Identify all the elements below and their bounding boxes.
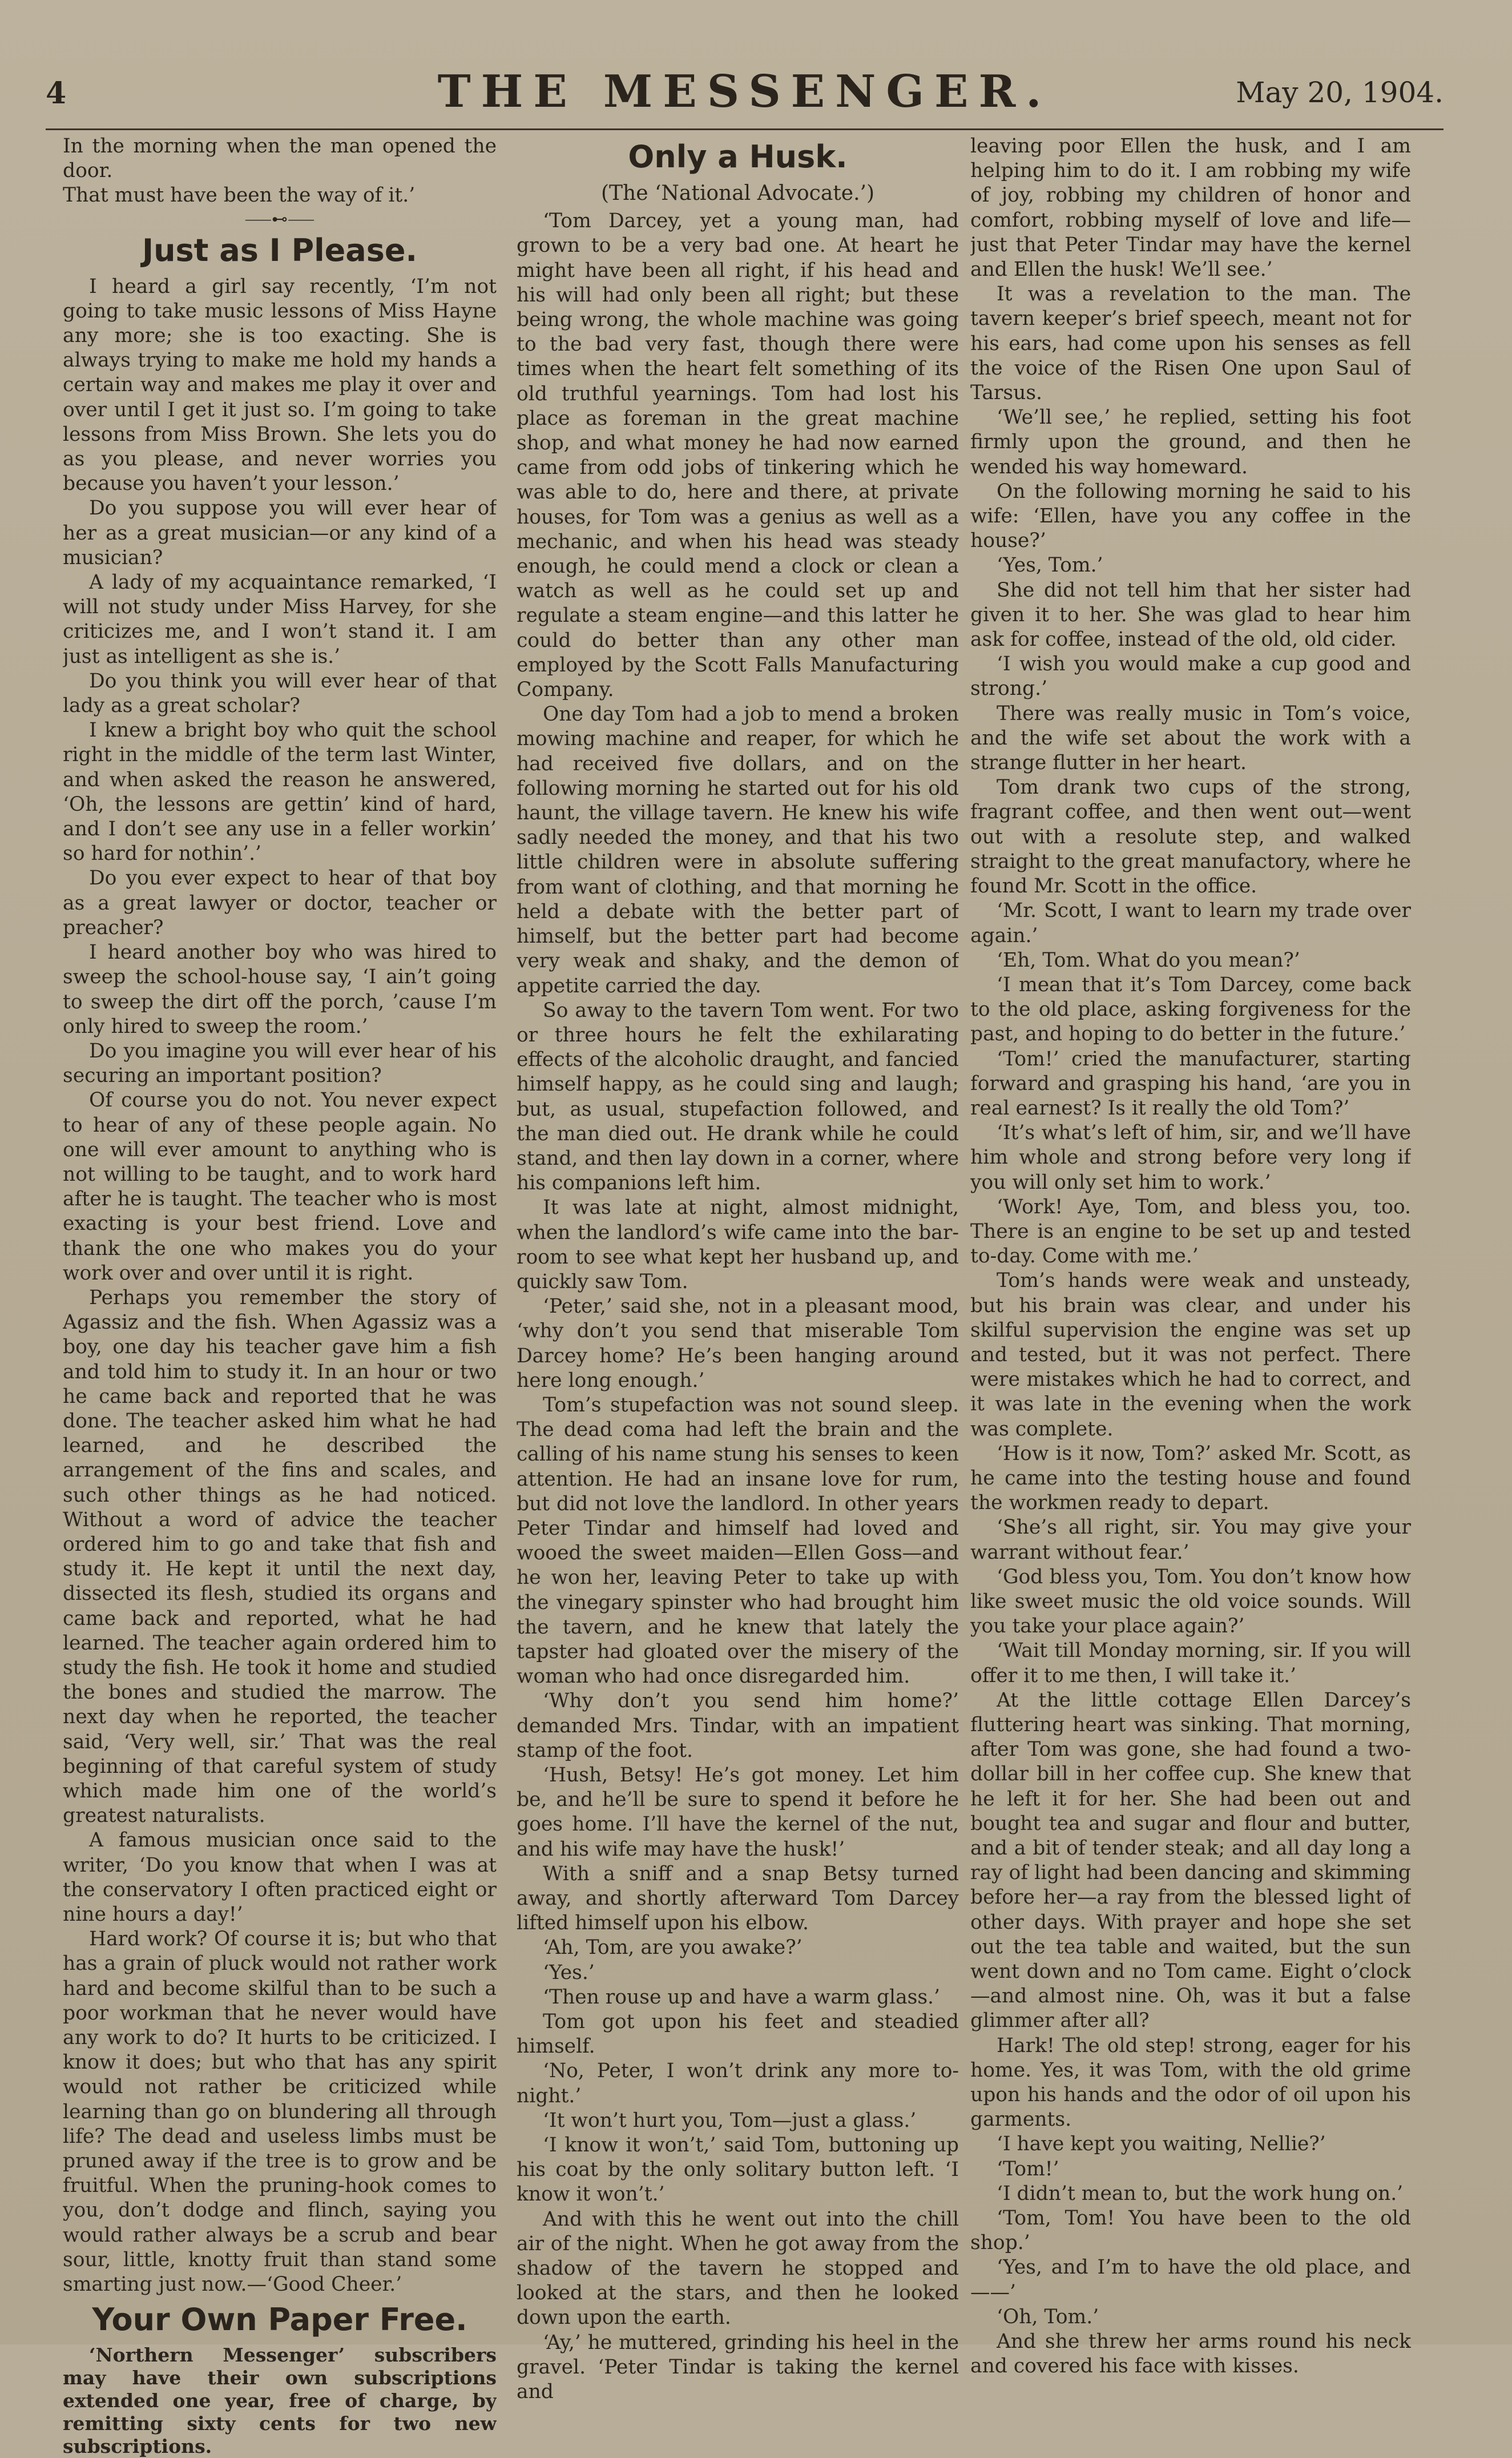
paragraph: ‘Ah, Tom, are you awake?’: [543, 1936, 803, 1960]
paragraph: leaving poor Ellen the husk, and I am helping him to do it. I am robbing my wife of joy, robbing my children of honor and comfort, robbing myself of love and life—just that Peter Tindar may have the kernel and Ellen the husk! We’ll see.’: [970, 135, 1411, 281]
column-1-lead-line: In the morning when the man opened the door.: [63, 135, 497, 183]
paragraph: ‘I have kept you waiting, Nellie?’: [997, 2133, 1326, 2156]
issue-date: May 20, 1904.: [1236, 76, 1444, 109]
paragraph: ‘No, Peter, I won’t drink any more to-night.’: [517, 2059, 959, 2107]
paragraph: And she threw her arms round his neck and covered his face with kisses.: [970, 2330, 1411, 2378]
paragraph: Of course you do not. You never expect to hear of any of these people again. No one will ever amount to anything who is not willing to be taught, and to work hard after he is taught. The teacher who is most exacting is your best friend. Love and thank the one who makes you do your work over and over until it is right.: [63, 1089, 497, 1285]
paragraph: So away to the tavern Tom went. For two or three hours he felt the exhilarating effects of the alcoholic draught, and fancied himself happy, as he could sing and laugh; but, as usual, stupefaction followed, and the man died out. He drank while he could stand, and then lay down in a corner, where his companions left him.: [517, 999, 959, 1195]
column-2: [517, 134, 959, 2404]
paragraph: ‘I wish you would make a cup good and strong.’: [970, 653, 1411, 701]
article-source: (The ‘National Advocate.’): [600, 182, 875, 205]
paragraph: I heard a girl say recently, ‘I’m not going to take music lessons of Miss Hayne any more; she is too exacting. She is always trying to make me hold my hands a certain way and makes me play it over and over until I get it just so. I’m going to take lessons from Miss Brown. She lets you do as you please, and never worries you because you haven’t your lesson.’: [63, 275, 497, 496]
paragraph: Do you imagine you will ever hear of his securing an important position?: [63, 1039, 497, 1088]
paragraph: ‘It won’t hurt you, Tom—just a glass.’: [543, 2109, 917, 2132]
paragraph: Tom got upon his feet and steadied himself.: [517, 2010, 959, 2058]
paragraph: There was really music in Tom’s voice, and the wife set about the work with a strange flutter in her heart.: [970, 702, 1411, 775]
page-number: 4: [46, 76, 67, 111]
paragraph: ‘It’s what’s left of him, sir, and we’ll have him whole and strong before very long if you will only set him to work.’: [970, 1121, 1411, 1194]
paragraph: ‘Yes, and I’m to have the old place, and——’: [970, 2256, 1411, 2304]
paragraph: ‘She’s all right, sir. You may give your warrant without fear.’: [970, 1516, 1411, 1564]
paragraph: ‘I mean that it’s Tom Darcey, come back to the old place, asking forgiveness for the past, and hoping to do better in the future.’: [970, 973, 1411, 1046]
paragraph: ‘Hush, Betsy! He’s got money. Let him be, and he’ll be sure to spend it before he goes home. I’ll have the kernel of the nut, and his wife may have the husk!’: [517, 1764, 959, 1861]
paragraph: ‘I didn’t mean to, but the work hung on.’: [997, 2182, 1404, 2205]
paragraph: I heard another boy who was hired to sweep the school-house say, ‘I ain’t going to sweep the dirt off the porch, ’cause I’m only hired to sweep the room.’: [63, 941, 497, 1038]
paragraph: I knew a bright boy who quit the school right in the middle of the term last Winter, and when asked the reason he answered, ‘Oh, the lessons are gettin’ kind of hard, and I don’t see any use in a feller workin’ so hard for nothin’.’: [63, 719, 497, 866]
subscription-note: ‘Northern Messenger’ subscribers may have their own subscriptions extended one year, free of charge, by remitting sixty cents for two new subscriptions.: [63, 2344, 497, 2458]
paragraph: ‘We’ll see,’ he replied, setting his foot firmly upon the ground, and then he wended his way homeward.: [970, 406, 1411, 478]
paragraph: ‘Tom Darcey, yet a young man, had grown to be a very bad one. At heart he might have been all right, if his head and his will had only been all right; but these being wrong, the whole machine was going to the bad very fast, though there were times when the heart felt something of its old truthful yearnings. Tom had lost his place as foreman in the great machine shop, and what money he had now earned came from odd jobs of tinkering which he was able to do, here and there, at private houses, for Tom was a genius as well as a mechanic, and when his head was steady enough, he could mend a clock or clean a watch as well as he could set up and regulate a steam engine—and this latter he could do better than any other man employed by the Scott Falls Manufacturing Company.: [517, 210, 959, 702]
paragraph: ‘Tom!’ cried the manufacturer, starting forward and grasping his hand, ‘are you in real earnest? Is it really the old Tom?’: [970, 1047, 1411, 1120]
paragraph: Do you ever expect to hear of that boy as a great lawyer or doctor, teacher or preacher?: [63, 867, 497, 939]
paragraph: ‘Tom, Tom! You have been to the old shop.’: [970, 2207, 1411, 2255]
paper-title: THE MESSENGER.: [437, 66, 1052, 118]
article-headline-only-a-husk: Only a Husk.: [628, 139, 848, 175]
paragraph: Perhaps you remember the story of Agassiz and the fish. When Agassiz was a boy, one day his teacher gave him a fish and told him to study it. In an hour or two he came back and reported that he was done. The teacher asked him what he had learned, and he described the arrangement of the fins and scales, and such other things as he had noticed. Without a word of advice the teacher ordered him to go and take that fish and study it. He kept it until the next day, dissected its flesh, studied its organs and came back and reported, what he had learned. The teacher again ordered him to study the fish. He took it home and studied the bones and studied the marrow. The next day when he reported, the teacher said, ‘Very well, sir.’ That was the real beginning of that careful system of study which made him one of the world’s greatest naturalists.: [63, 1286, 497, 1828]
paragraph: ‘Mr. Scott, I want to learn my trade over again.’: [970, 899, 1411, 947]
paragraph: ‘I know it won’t,’ said Tom, buttoning up his coat by the only solitary button left. ‘I know it won’t.’: [517, 2134, 959, 2206]
paragraph: Do you suppose you will ever hear of her as a great musician—or any kind of a musician?: [63, 497, 497, 569]
paragraph: Tom’s stupefaction was not sound sleep. The dead coma had left the brain and the calling of his name stung his senses to keen attention. He had an insane love for rum, but did not love the landlord. In other years Peter Tindar and himself had loved and wooed the sweet maiden—Ellen Goss—and he won her, leaving Peter to take up with the vinegary spinster who had brought him the tavern, and he knew that lately the tapster had gloated over the misery of the woman who had once disregarded him.: [517, 1393, 959, 1688]
article-headline-just-as-i-please: Just as I Please.: [142, 232, 417, 268]
paragraph: A famous musician once said to the writer, ‘Do you know that when I was at the conservatory I often practiced eight or nine hours a day!’: [63, 1829, 497, 1926]
paragraph: A lady of my acquaintance remarked, ‘I will not study under Miss Harvey, for she criticizes me, and I won’t stand it. I am just as intelligent as she is.’: [63, 571, 497, 668]
paragraph: Tom drank two cups of the strong, fragrant coffee, and then went out—went out with a resolute step, and walked straight to the great manufactory, where he found Mr. Scott in the office.: [970, 776, 1411, 898]
paragraph: She did not tell him that her sister had given it to her. She was glad to hear him ask for coffee, instead of the old, old cider.: [970, 578, 1411, 651]
paragraph: Hark! The old step! strong, eager for his home. Yes, it was Tom, with the old grime upon his hands and the odor of oil upon his garments.: [970, 2034, 1411, 2131]
column-3: [970, 134, 1411, 2379]
paragraph: ‘Then rouse up and have a warm glass.’: [543, 1985, 940, 2009]
paragraph: One day Tom had a job to mend a broken mowing machine and reaper, for which he had received five dollars, and on the following morning he started out for his old haunt, the village tavern. He knew his wife sadly needed the money, and that his two little children were in absolute suffering from want of clothing, and that morning he held a debate with the better part of himself, but the better part had become very weak and shaky, and the demon of appetite carried the day.: [517, 703, 959, 997]
paragraph: ‘Yes, Tom.’: [997, 554, 1103, 577]
article-headline-your-own-paper-free: Your Own Paper Free.: [92, 2302, 467, 2338]
paragraph: Do you think you will ever hear of that lady as a great scholar?: [63, 669, 497, 718]
paragraph: With a sniff and a snap Betsy turned away, and shortly afterward Tom Darcey lifted himself upon his elbow.: [517, 1862, 959, 1935]
column-1-lead-line: That must have been the way of it.’: [63, 184, 416, 207]
paragraph: ‘Yes.’: [543, 1961, 595, 1984]
paragraph: It was late at night, almost midnight, when the landlord’s wife came into the bar-room to see what kept her husband up, and quickly saw Tom.: [517, 1196, 959, 1293]
paragraph: And with this he went out into the chill air of the night. When he got away from the shadow of the tavern he stopped and looked at the stars, and then he looked down upon the earth.: [517, 2207, 959, 2330]
paragraph: ‘Ay,’ he muttered, grinding his heel in the gravel. ‘Peter Tindar is taking the kernel and: [517, 2331, 959, 2404]
paragraph: At the little cottage Ellen Darcey’s fluttering heart was sinking. That morning, after Tom was gone, she had found a two-dollar bill in her coffee cup. She knew that he left it for her. She had been out and bought tea and sugar and flour and butter, and a bit of tender steak; and all day long a ray of light had been dancing and skimming before her—a ray from the blessed light of other days. With prayer and hope she set out the tea table and waited, but the sun went down and no Tom came. Eight o’clock—and almost nine. Oh, was it but a false glimmer after all?: [970, 1688, 1411, 2033]
masthead: [46, 66, 1444, 128]
paragraph: ‘God bless you, Tom. You don’t know how like sweet music the old voice sounds. Will you take your place again?’: [970, 1565, 1411, 1638]
paragraph: Tom’s hands were weak and unsteady, but his brain was clear, and under his skilful supervision the engine was set up and tested, but it was not perfect. There were mistakes which he had to correct, and it was late in the evening when the work was complete.: [970, 1269, 1411, 1441]
paragraph: Hard work? Of course it is; but who that has a grain of pluck would not rather work hard and become skilful than to be such a poor workman that he never would have any work to do? It hurts to be criticized. I know it does; but who that has any spirit would not rather be criticized while learning than go on blundering all through life? The dead and useless limbs must be pruned away if the tree is to grow and be fruitful. When the pruning-hook comes to you, don’t dodge and flinch, saying you would rather always be a scrub and bear sour, little, knotty fruit than stand some smarting just now.—‘Good Cheer.’: [63, 1928, 497, 2296]
paragraph: ‘Eh, Tom. What do you mean?’: [997, 948, 1300, 972]
paragraph: It was a revelation to the man. The tavern keeper’s brief speech, meant not for his ears, had come upon his senses as fell the voice of the Risen One upon Saul of Tarsus.: [970, 283, 1411, 405]
paragraph: ‘How is it now, Tom?’ asked Mr. Scott, as he came into the testing house and found the workmen ready to depart.: [970, 1442, 1411, 1515]
paragraph: ‘Wait till Monday morning, sir. If you will offer it to me then, I will take it.’: [970, 1639, 1411, 1687]
paragraph: ‘Work! Aye, Tom, and bless you, too. There is an engine to be set up and tested to-day. Come with me.’: [970, 1195, 1411, 1268]
column-1: [63, 134, 497, 2458]
masthead-rule: [46, 128, 1444, 130]
paragraph: ‘Why don’t you send him home?’ demanded Mrs. Tindar, with an impatient stamp of the foot.: [517, 1689, 959, 1762]
ornament-divider: ⸺⊷⸺: [244, 209, 315, 228]
paragraph: On the following morning he said to his wife: ‘Ellen, have you any coffee in the house?’: [970, 480, 1411, 553]
paragraph: ‘Oh, Tom.’: [997, 2305, 1099, 2328]
paragraph: ‘Peter,’ said she, not in a pleasant mood, ‘why don’t you send that miserable Tom Darcey home? He’s been hanging around here long enough.’: [517, 1295, 959, 1392]
paragraph: ‘Tom!’: [997, 2157, 1059, 2181]
